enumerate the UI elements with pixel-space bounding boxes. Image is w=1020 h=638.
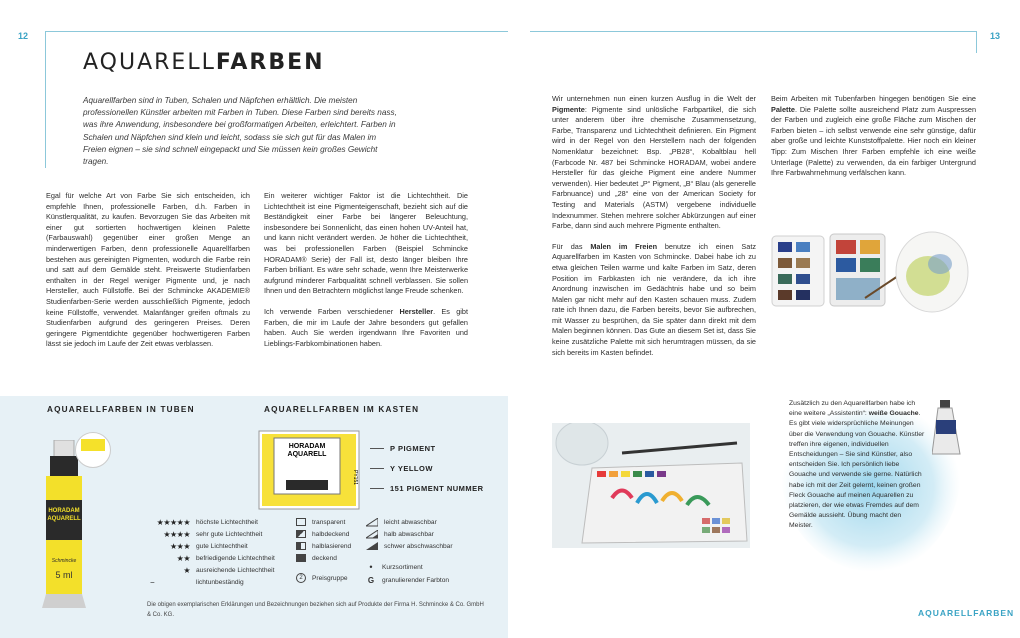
triangle-filled-icon bbox=[366, 542, 378, 551]
square-empty-icon bbox=[296, 518, 306, 526]
legend-halb: halb abwaschbar bbox=[366, 529, 434, 539]
left-vertical-rule bbox=[45, 31, 46, 168]
paint-box-photo bbox=[552, 423, 750, 548]
square-filled-icon bbox=[296, 554, 306, 562]
text-column-3 bbox=[552, 94, 756, 368]
price-circle-icon: 2 bbox=[296, 573, 306, 583]
pan-label-151: 151 PIGMENT NUMMER bbox=[390, 484, 484, 493]
pan-label-y: Y YELLOW bbox=[390, 464, 433, 473]
page-title bbox=[83, 50, 325, 75]
col2-paragraph-1: Ein weiterer wichtiger Faktor ist die Lichtechtheit. Die Lichtechtheit ist eine Pigmenteigenschaft, bezieht sich auf die Beständigkeit einer Farbe bei längerer Beleuchtung, insbesondere bei Sonnenlicht, das einen hohen UV-Anteil hat, und kann nicht verändert werden. Je höher die Lichtechtheit, was bei professionellen Farben (Beispiel Schmincke HORADAM® Serie) der Fall ist, desto länger bleiben Ihre Farben brilliant. Es wäre sehr schade, wenn Ihre Meisterwerke aufgrund minderer Farbqualität schnell verblassen. Sie sollen Ihnen und den Betrachtern möglichst lange Freude schenken. bbox=[264, 191, 468, 296]
heading-box: AQUARELLFARBEN IM KASTEN bbox=[264, 405, 420, 414]
square-halfside-icon bbox=[296, 542, 306, 550]
paint-palettes-photo bbox=[770, 228, 970, 318]
legend-granulierend: G granulierender Farbton bbox=[367, 575, 450, 585]
square-half-icon bbox=[296, 530, 306, 538]
col2-paragraph-2: Ich verwende Farben verschiedener Hersteller. Es gibt Farben, die mir im Laufe der Jahre besonders gut gefallen haben. Auch Sie werden irgendwann Ihre Favoriten und Lieblings-Farbkombinationen haben. bbox=[264, 306, 468, 348]
legend-transparent: transparent bbox=[296, 517, 345, 527]
legend-star-3: ★★★ gute Lichtechtheit bbox=[169, 541, 248, 551]
dot-icon: • bbox=[369, 562, 373, 572]
title-bold: FARBEN bbox=[215, 50, 325, 75]
col1-paragraph: Egal für welche Art von Farbe Sie sich entscheiden, ich empfehle Ihnen, professionelle Farben, d.h. Farben in Künstlerqualität, zu kaufen. Bevorzugen Sie das Arbeiten mit einer gut sortierten hochwertigen kleinen Palette (Farbauswahl) gegenüber einer großen Menge an minderwertigen Farben, denn professionelle Aquarellfarben bestehen aus gereinigten Pigmenten, wodurch die Farbe rein und satt auf dem Gemälde steht. Preiswerte Studienfarben enthalten in der Regel weniger Pigmente und, je nach Hersteller, auch Füllstoffe. Bei der Schmincke AKADEMIE® Studienfarben-Serie werden ausschließlich Pigmente, jedoch keine Füllstoffe, verwendet. Malanfänger greifen oftmals zu Studienfarben aufgrund des geringeren Preises. Deren geringere Pigmentdichte gegenüber hochwertigeren Farben lässt sie jedoch im Laufe der Zeit etwas verblassen. bbox=[46, 191, 250, 349]
granulating-g-icon: G bbox=[367, 575, 375, 585]
legend-preisgruppe: 2 Preisgruppe bbox=[296, 573, 348, 583]
title-light: AQUARELL bbox=[83, 50, 216, 75]
gouache-tube bbox=[932, 398, 966, 458]
tube-brand-1: HORADAM bbox=[48, 508, 80, 514]
legend-halbdeckend: halbdeckend bbox=[296, 529, 349, 539]
color-swatch-circle bbox=[75, 432, 111, 468]
col3-paragraph-2: Für das Malen im Freien benutze ich einen Satz Aquarellfarben im Kasten von Schmincke. Dabei habe ich zu etwa gleichen Teilen warme und kalte Farben im Satz, deren Position im Farbkasten ich nie verändere, da ich ihre Anordnung inzwischen im Gedächtnis habe und so beim Malen gar nicht mehr auf den Kasten schauen muss. Zudem rate ich Ihnen dazu, die Farben bereits, bevor Sie aufbrechen, mit Wasser zu besprühen, da Sie später dann direkt mit dem Malen beginnen können. Das Gute an diesem Set ist, dass Sie keine zusätzliche Palette mit sich herumtragen müssen, da sie sich bereits im Kasten befindet. bbox=[552, 241, 756, 357]
col4-paragraph: Beim Arbeiten mit Tubenfarben hingegen benötigen Sie eine Palette. Die Palette sollte ausreichend Platz zum Auspressen der Farben und zugleich eine große Fläche zum Mischen der Farben bieten – ich selbst verwende eine sehr günstige, dafür aber große und leichte Kunststoffpalette. Hier noch ein kleiner Tipp: Zum Mischen Ihrer Farben empfehle ich eine weiße Unterlage (Palette) zu verwenden, da ein farbiger Untergrund Ihre Farbwahrnehmung verfälschen kann. bbox=[771, 94, 976, 178]
col3-paragraph-1: Wir unternehmen nun einen kurzen Ausflug in die Welt der Pigmente: Pigmente sind unlösliche Farbpartikel, die sich unter anderem über ihre chemische Zusammensetzung, Farbe, Transparenz und Lichtechtheit definieren. Ein Pigment wird in der Regel von den Herstellern nach der folgenden Nomenklatur bezeichnet: Bsp. „PB28“, Kobaltblau hell (Farbcode Nr. 487 bei Schmincke HORADAM, wobei andere Hersteller für das gleiche Pigment eine andere Nummer verwenden). Hier bedeutet „P“ Pigment, „B“ Blau (als generelle Farbnuance) und „28“ eine von der American Society for Testing and Materials (ASTM) vergebene individuelle Indexnummer. Stehen mehrere solcher Abkürzungen auf einer Farbe, dann sind auch mehrere Pigmente enthalten. bbox=[552, 94, 756, 231]
page-number-left: 12 bbox=[18, 31, 29, 41]
pan-brand-1: HORADAM bbox=[288, 443, 326, 450]
text-column-1 bbox=[46, 191, 250, 360]
legend-deckend: deckend bbox=[296, 553, 337, 563]
page-number-right: 13 bbox=[990, 31, 1001, 41]
top-rule-right bbox=[530, 31, 977, 32]
legend-schwer: schwer abschwaschbar bbox=[366, 541, 453, 551]
legend-halblasierend: halblasierend bbox=[296, 541, 351, 551]
triangle-empty-icon bbox=[366, 518, 378, 527]
heading-tubes: AQUARELLFARBEN IN TUBEN bbox=[47, 405, 195, 414]
triangle-half-icon bbox=[366, 530, 378, 539]
top-rule-left bbox=[45, 31, 508, 32]
tube-size: 5 ml bbox=[55, 570, 73, 580]
tube-maker: Schmincke bbox=[51, 558, 77, 564]
legend-leicht: leicht abwaschbar bbox=[366, 517, 437, 527]
pan-code: PY151 bbox=[352, 470, 358, 486]
gouache-callout: Zusätzlich zu den Aquarellfarben habe ich eine weitere „Assistentin“: weiße Gouache. Es gibt viele widersprüchliche Meinungen über die Verwendung von Gouache. Künstler treffen ihre eigenen, individuellen Entscheidungen – Sie sind Künstler, also entscheiden Sie. Ich persönlich liebe Gouache und verwende sie gerne. Natürlich habe ich mit der Zeit gelernt, keinen großen Fleck Gouache auf meinen Aquarellen zu platzieren, der wie etwas Fremdes auf dem Gemälde aussieht. Übung macht den Meister. bbox=[789, 400, 925, 530]
legend-star-0: − lichtunbeständig bbox=[150, 577, 244, 587]
right-vertical-rule bbox=[976, 31, 977, 53]
legend-star-1: ★ ausreichende Lichtechtheit bbox=[183, 565, 275, 575]
legend-footnote: Die obigen exemplarischen Erklärungen und Bezeichnungen beziehen sich auf Produkte der Firma H. Schmincke & Co. GmbH & Co. KG. bbox=[147, 602, 484, 618]
paint-pan-illustration bbox=[258, 430, 376, 512]
intro-text: Aquarellfarben sind in Tuben, Schalen und Näpfchen erhältlich. Die meisten professionellen Künstler arbeiten mit Farben in Tuben. Diese Farben sind bereits nass, was ihre Anwendung, insbesondere bei großformatigen Arbeiten, erleichtert. Farben in Schalen und Näpfchen sind klein und leicht, sodass sie sich gut für das Malen im Freien eignen – sie sind schnell eingepackt und Sie müssen kein großes Gewicht tragen. bbox=[83, 96, 397, 167]
legend-star-2: ★★ befriedigende Lichtechtheit bbox=[176, 553, 275, 563]
text-column-2 bbox=[264, 191, 468, 359]
legend-star-5: ★★★★★ höchste Lichtechtheit bbox=[156, 517, 258, 527]
pan-brand-2: AQUARELL bbox=[287, 451, 327, 458]
text-column-4 bbox=[771, 94, 976, 189]
tube-brand-2: AQUARELL bbox=[47, 516, 81, 522]
legend-star-4: ★★★★ sehr gute Lichtechtheit bbox=[163, 529, 263, 539]
pan-label-p: P PIGMENT bbox=[390, 444, 436, 453]
legend-kurzsortiment: • Kurzsortiment bbox=[366, 562, 423, 572]
footer-section-label: AQUARELLFARBEN bbox=[918, 608, 1015, 618]
paint-tube-illustration bbox=[40, 440, 88, 608]
